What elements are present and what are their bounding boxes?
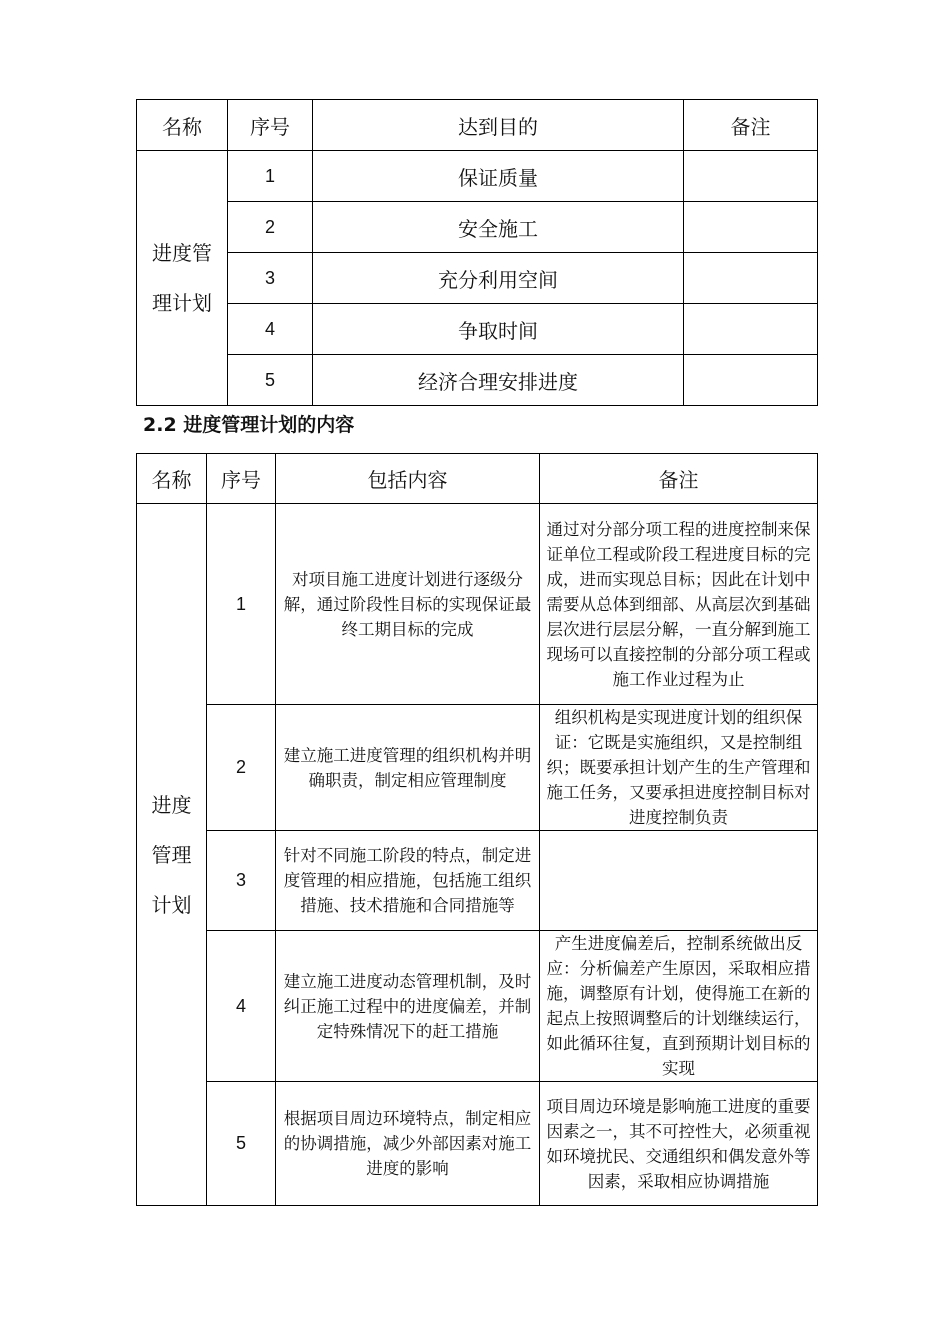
goals-table bbox=[136, 99, 818, 406]
table-row bbox=[137, 151, 818, 202]
row-group-label bbox=[137, 504, 207, 1206]
goal-cell: 保证质量 bbox=[313, 151, 684, 202]
seq-cell: 3 bbox=[228, 253, 313, 304]
table-header-row bbox=[137, 100, 818, 151]
note-cell: 产生进度偏差后，控制系统做出反应：分析偏差产生原因，采取相应措施，调整原有计划，使得施工在新的起点上按照调整后的计划继续运行，如此循环往复，直到预期计划目标的实现 bbox=[540, 931, 818, 1082]
seq-cell: 1 bbox=[228, 151, 313, 202]
note-cell: 通过对分部分项工程的进度控制来保证单位工程或阶段工程进度目标的完成，进而实现总目标；因此在计划中需要从总体到细部、从高层次到基础层次进行层层分解，一直分解到施工现场可以直接控制的分部分项工程或施工作业过程为止 bbox=[540, 504, 818, 705]
header-name: 名称 bbox=[137, 100, 228, 151]
table-row bbox=[137, 831, 818, 931]
header-note: 备注 bbox=[684, 100, 818, 151]
seq-cell: 3 bbox=[207, 831, 276, 931]
content-cell: 根据项目周边环境特点，制定相应的协调措施，减少外部因素对施工进度的影响 bbox=[276, 1082, 540, 1206]
note-cell bbox=[684, 355, 818, 406]
header-seq: 序号 bbox=[228, 100, 313, 151]
table-row bbox=[137, 304, 818, 355]
header-goal: 达到目的 bbox=[313, 100, 684, 151]
goal-cell: 争取时间 bbox=[313, 304, 684, 355]
content-cell: 针对不同施工阶段的特点，制定进度管理的相应措施，包括施工组织措施、技术措施和合同措施等 bbox=[276, 831, 540, 931]
row-group-label-line: 进度 bbox=[151, 792, 192, 817]
header-note: 备注 bbox=[540, 454, 818, 504]
note-cell bbox=[540, 831, 818, 931]
row-group-label-line: 理计划 bbox=[152, 291, 212, 315]
table-row bbox=[137, 931, 818, 1082]
table-header-row bbox=[137, 454, 818, 504]
content-cell: 对项目施工进度计划进行逐级分解，通过阶段性目标的实现保证最终工期目标的完成 bbox=[276, 504, 540, 705]
table-row bbox=[137, 705, 818, 831]
note-cell bbox=[684, 151, 818, 202]
row-group-label bbox=[137, 151, 228, 406]
section-heading: 2.2 进度管理计划的内容 bbox=[143, 414, 355, 436]
content-table bbox=[136, 453, 818, 1206]
goal-cell: 安全施工 bbox=[313, 202, 684, 253]
header-content: 包括内容 bbox=[276, 454, 540, 504]
header-name: 名称 bbox=[137, 454, 207, 504]
note-cell bbox=[684, 253, 818, 304]
note-cell: 项目周边环境是影响施工进度的重要因素之一，其不可控性大，必须重视如环境扰民、交通组织和偶发意外等因素，采取相应协调措施 bbox=[540, 1082, 818, 1206]
row-group-label-line: 进度管 bbox=[152, 241, 212, 265]
content-cell: 建立施工进度管理的组织机构并明确职责，制定相应管理制度 bbox=[276, 705, 540, 831]
note-cell: 组织机构是实现进度计划的组织保证：它既是实施组织，又是控制组织；既要承担计划产生的生产管理和施工任务，又要承担进度控制目标对进度控制负责 bbox=[540, 705, 818, 831]
table-row bbox=[137, 202, 818, 253]
seq-cell: 4 bbox=[228, 304, 313, 355]
table-row bbox=[137, 504, 818, 705]
note-cell bbox=[684, 304, 818, 355]
table-row bbox=[137, 253, 818, 304]
row-group-label-line: 计划 bbox=[151, 892, 192, 917]
seq-cell: 5 bbox=[207, 1082, 276, 1206]
seq-cell: 2 bbox=[228, 202, 313, 253]
seq-cell: 2 bbox=[207, 705, 276, 831]
seq-cell: 4 bbox=[207, 931, 276, 1082]
header-seq: 序号 bbox=[207, 454, 276, 504]
row-group-label-line: 管理 bbox=[151, 842, 192, 867]
table-row bbox=[137, 355, 818, 406]
goal-cell: 充分利用空间 bbox=[313, 253, 684, 304]
seq-cell: 1 bbox=[207, 504, 276, 705]
content-cell: 建立施工进度动态管理机制，及时纠正施工过程中的进度偏差，并制定特殊情况下的赶工措施 bbox=[276, 931, 540, 1082]
table-row bbox=[137, 1082, 818, 1206]
seq-cell: 5 bbox=[228, 355, 313, 406]
note-cell bbox=[684, 202, 818, 253]
goal-cell: 经济合理安排进度 bbox=[313, 355, 684, 406]
